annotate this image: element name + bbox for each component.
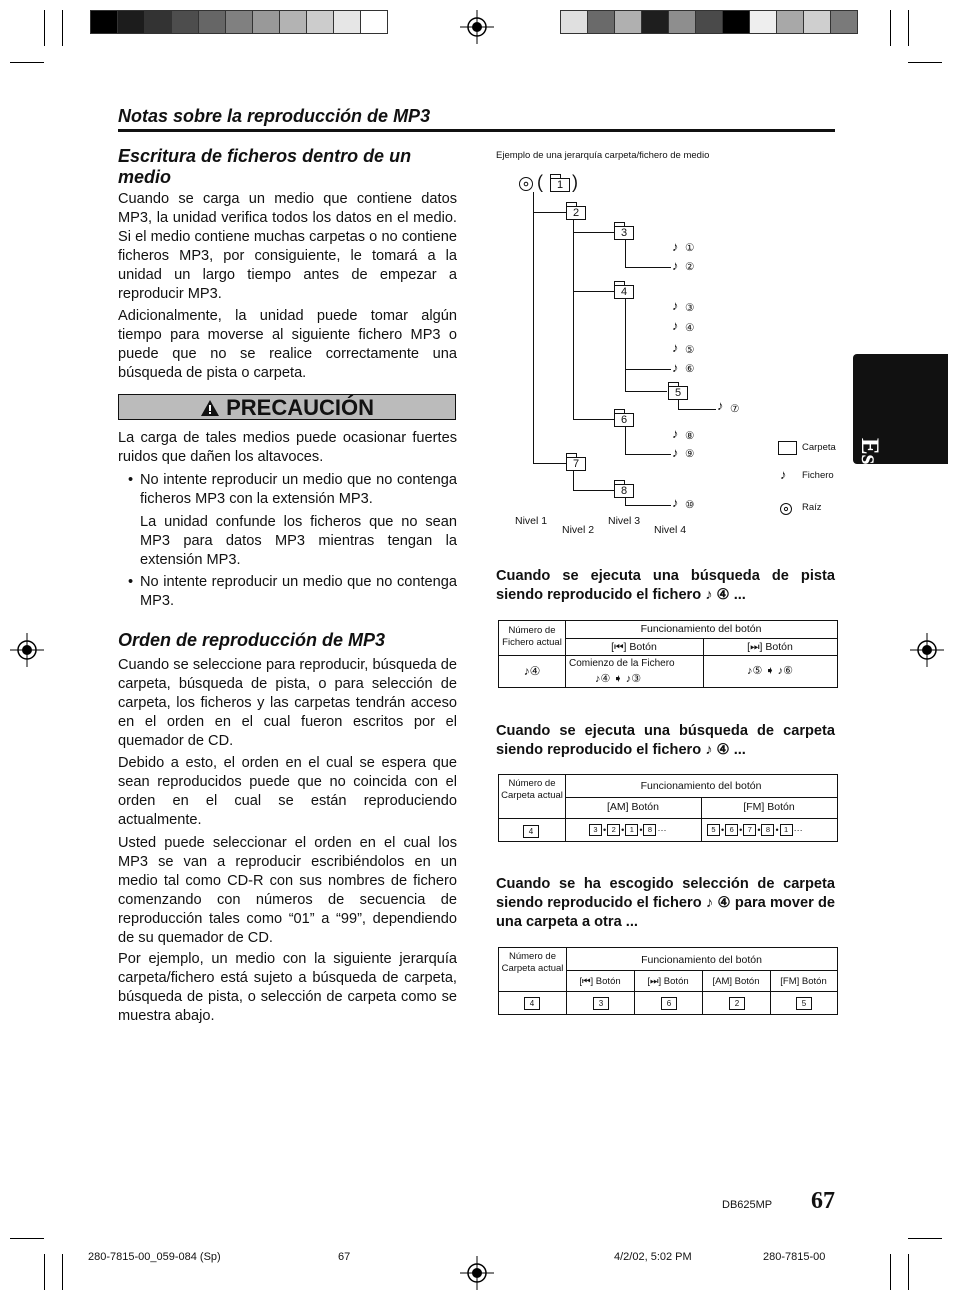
- registration-mark-icon: [460, 10, 494, 44]
- folder-icon: 2: [607, 824, 620, 836]
- file-number: ①: [685, 242, 695, 254]
- folder-icon: 1: [550, 178, 570, 192]
- color-swatch: [830, 10, 858, 34]
- paragraph: Debido a esto, el orden en el cual se espera que sean reproducidos puede que no coincida con el orden en el cual se están reproduciendo actualmente.: [118, 755, 457, 828]
- header-cell: [⏮] Botón: [611, 641, 657, 653]
- paren-open: (: [537, 172, 543, 192]
- registration-mark-icon: [910, 633, 944, 667]
- paragraph: Usted puede seleccionar el orden en el cual los MP3 se van a reproducir escribiéndolos en un medio tal como CD-R con sus nombres de fichero comenzando con números de secuencia de reproducción tales como “01” a “99”, dependiendo de su quemador de CD.: [118, 835, 457, 946]
- folder-search-table: [498, 774, 838, 842]
- header-cell: Funcionamiento del botón: [641, 954, 762, 966]
- header-cell: [FM] Botón: [780, 976, 827, 987]
- header-cell: [FM] Botón: [743, 801, 795, 813]
- level-label: Nivel 2: [562, 524, 595, 536]
- folder-icon: 6: [661, 997, 677, 1010]
- paragraph: La carga de tales medios puede ocasionar fuertes ruidos que dañen los altavoces.: [118, 430, 457, 465]
- folder-icon: 8: [614, 484, 634, 498]
- file-icon: ♪: [672, 426, 679, 441]
- file-number: ⑩: [685, 499, 695, 511]
- value-cell: ♪④ ➧ ♪③: [595, 673, 642, 685]
- crop-mark: [890, 10, 891, 46]
- bullet-item: No intente reproducir un medio que no contenga ficheros MP3 con la extensión MP3.: [140, 472, 457, 507]
- color-swatch: [749, 10, 777, 34]
- folder-icon: 2: [566, 206, 586, 220]
- sequence-separator: •: [775, 825, 779, 835]
- header-cell: [AM] Botón: [607, 801, 659, 813]
- header-cell: Funcionamiento del botón: [640, 780, 762, 792]
- crop-mark: [10, 1238, 44, 1239]
- bullet-item: No intente reproducir un medio que no contenga MP3.: [140, 574, 457, 609]
- track-search-table: [498, 620, 838, 688]
- registration-mark-icon: [10, 633, 44, 667]
- folder-icon: 3: [589, 824, 602, 836]
- footer-page: 67: [338, 1251, 351, 1263]
- legend-folder-icon: [778, 441, 797, 455]
- file-icon: ♪: [672, 340, 679, 355]
- crop-mark: [908, 10, 909, 46]
- folder-icon: 1: [625, 824, 638, 836]
- color-swatch: [803, 10, 831, 34]
- current-cell: ♪④: [523, 664, 541, 678]
- file-number: ③: [685, 302, 695, 314]
- sequence-separator: •: [603, 825, 607, 835]
- sequence-separator: •: [757, 825, 761, 835]
- crop-mark: [908, 1238, 942, 1239]
- color-swatch: [252, 10, 280, 34]
- color-swatch: [776, 10, 804, 34]
- footer-file: 280-7815-00_059-084 (Sp): [88, 1251, 221, 1263]
- section-title: Escritura de ficheros dentro de un medio: [118, 146, 412, 187]
- folder-icon: 4: [524, 997, 540, 1010]
- question-heading: Cuando se ejecuta una búsqueda de carpeta siendo reproducido el fichero ♪ ④ ...: [496, 723, 835, 758]
- crop-mark: [62, 10, 63, 46]
- paragraph: Cuando se seleccione para reproducir, búsqueda de carpeta, búsqueda de pista, o para selección de carpeta, los ficheros y las carpetas tendrán acceso en el orden en el cual fueron escritos por el quemador de CD.: [118, 657, 457, 749]
- legend-file-icon: ♪: [780, 467, 787, 482]
- folder-icon: 5: [668, 386, 688, 400]
- color-swatch: [560, 10, 588, 34]
- file-number: ⑦: [730, 403, 740, 415]
- folder-icon: 3: [614, 226, 634, 240]
- folder-icon: 5: [796, 997, 812, 1010]
- folder-icon: 4: [614, 285, 634, 299]
- footer-date: 4/2/02, 5:02 PM: [614, 1251, 692, 1263]
- bullet-continuation: La unidad confunde los ficheros que no sean MP3 para datos MP3 mientras tengan la extensión MP3.: [140, 514, 457, 568]
- folder-icon: 6: [614, 413, 634, 427]
- file-icon: ♪: [672, 445, 679, 460]
- heading-rule: [118, 129, 835, 132]
- question-heading: Cuando se ejecuta una búsqueda de pista siendo reproducido el fichero ♪ ④ ...: [496, 568, 835, 603]
- file-icon: ♪: [672, 360, 679, 375]
- folder-icon: 3: [593, 997, 609, 1010]
- paragraph: Por ejemplo, un medio con la siguiente jerarquía carpeta/fichero está sujeto a búsqueda de carpeta, búsqueda de pista, o selección de carpeta como se muestra abajo.: [118, 951, 457, 1024]
- level-label: Nivel 1: [515, 515, 548, 527]
- file-number: ⑤: [685, 344, 695, 356]
- diagram-caption: Ejemplo de una jerarquía carpeta/fichero de medio: [496, 150, 710, 161]
- color-swatch: [722, 10, 750, 34]
- file-icon: ♪: [717, 398, 724, 413]
- crop-mark: [890, 1254, 891, 1290]
- color-swatch: [144, 10, 172, 34]
- page-number: 67: [811, 1188, 835, 1214]
- warning-title: PRECAUCIÓN: [226, 395, 375, 420]
- legend-root-label: Raíz: [802, 502, 822, 513]
- sequence-separator: •: [621, 825, 625, 835]
- header-cell: Número de Carpeta actual: [501, 951, 564, 974]
- header-cell: [AM] Botón: [712, 976, 760, 987]
- folder-icon: 8: [761, 824, 774, 836]
- color-swatch: [225, 10, 253, 34]
- folder-icon: 7: [743, 824, 756, 836]
- color-swatch: [668, 10, 696, 34]
- header-cell: [⏭] Botón: [647, 976, 689, 987]
- language-tab-label: Español: [856, 438, 883, 525]
- legend-folder-label: Carpeta: [802, 442, 836, 453]
- crop-mark: [908, 62, 942, 63]
- sequence-separator: •: [739, 825, 743, 835]
- color-swatch: [333, 10, 361, 34]
- header-cell: [⏭] Botón: [747, 641, 793, 653]
- color-swatch: [279, 10, 307, 34]
- file-icon: ♪: [672, 318, 679, 333]
- crop-mark: [908, 1254, 909, 1290]
- model-code: DB625MP: [722, 1199, 773, 1211]
- file-icon: ♪: [672, 258, 679, 273]
- file-icon: ♪: [672, 239, 679, 254]
- bullet-dot: •: [128, 574, 134, 590]
- crop-mark: [44, 10, 45, 46]
- page-heading: Notas sobre la reproducción de MP3: [118, 106, 431, 126]
- sequence-separator: ···: [657, 825, 667, 835]
- sequence-separator: •: [721, 825, 725, 835]
- legend-file-label: Fichero: [802, 470, 834, 481]
- file-number: ⑧: [685, 430, 695, 442]
- paragraph: Adicionalmente, la unidad puede tomar algún tiempo para moverse al siguiente fichero MP3 o puede que no se realice correctamente una búsqueda de pista o carpeta.: [118, 308, 457, 381]
- file-number: ④: [685, 322, 695, 334]
- folder-sequence: [707, 824, 837, 836]
- color-swatch: [198, 10, 226, 34]
- value-cell: Comienzo de la Fichero: [569, 658, 675, 669]
- header-cell: [⏮] Botón: [579, 976, 621, 987]
- folder-icon: 8: [643, 824, 656, 836]
- folder-icon: 2: [729, 997, 745, 1010]
- value-cell: ♪⑤ ➧ ♪⑥: [746, 665, 794, 677]
- paragraph: Cuando se carga un medio que contiene datos MP3, la unidad verifica todos los datos en el medio. Si el medio contiene muchas carpetas o no contiene ficheros MP3, por consiguiente, le tomará a la unidad un largo tiempo antes de empezar a reproducir MP3.: [118, 191, 457, 302]
- folder-icon: 5: [707, 824, 720, 836]
- root-icon: [518, 176, 534, 192]
- level-label: Nivel 3: [608, 515, 641, 527]
- folder-selection-table: [498, 947, 838, 1015]
- color-swatch: [306, 10, 334, 34]
- legend-root-icon: [779, 502, 793, 516]
- warning-box: [118, 394, 456, 420]
- section-title: Orden de reproducción de MP3: [118, 630, 386, 650]
- header-cell: Número de Fichero actual: [502, 625, 562, 648]
- footer-code: 280-7815-00: [763, 1251, 826, 1263]
- sequence-separator: ···: [793, 825, 803, 835]
- warning-icon: [200, 399, 220, 417]
- folder-icon: 4: [523, 825, 539, 838]
- color-swatch: [641, 10, 669, 34]
- crop-mark: [62, 1254, 63, 1290]
- folder-tree: [510, 170, 840, 540]
- folder-icon: 7: [566, 457, 586, 471]
- color-swatch: [614, 10, 642, 34]
- header-cell: Funcionamiento del botón: [640, 623, 762, 635]
- file-icon: ♪: [672, 298, 679, 313]
- folder-sequence: [589, 824, 701, 836]
- bullet-dot: •: [128, 472, 134, 488]
- color-swatch: [117, 10, 145, 34]
- level-label: Nivel 4: [654, 524, 687, 536]
- file-number: ⑥: [685, 363, 695, 375]
- file-number: ②: [685, 261, 695, 273]
- color-swatch: [695, 10, 723, 34]
- crop-mark: [44, 1254, 45, 1290]
- sequence-separator: •: [639, 825, 643, 835]
- folder-icon: 6: [725, 824, 738, 836]
- folder-icon: 1: [780, 824, 793, 836]
- language-tab: [853, 354, 948, 525]
- color-swatch: [171, 10, 199, 34]
- color-swatch: [587, 10, 615, 34]
- file-icon: ♪: [672, 495, 679, 510]
- registration-mark-icon: [460, 1256, 494, 1290]
- question-heading: Cuando se ha escogido selección de carpeta siendo reproducido el fichero ♪ ④ para mover de una carpeta a otra ...: [496, 876, 835, 930]
- header-cell: Número de Carpeta actual: [501, 778, 563, 801]
- crop-mark: [10, 62, 44, 63]
- color-swatch: [360, 10, 388, 34]
- color-swatch: [90, 10, 118, 34]
- file-number: ⑨: [685, 448, 695, 460]
- paren-close: ): [572, 172, 578, 192]
